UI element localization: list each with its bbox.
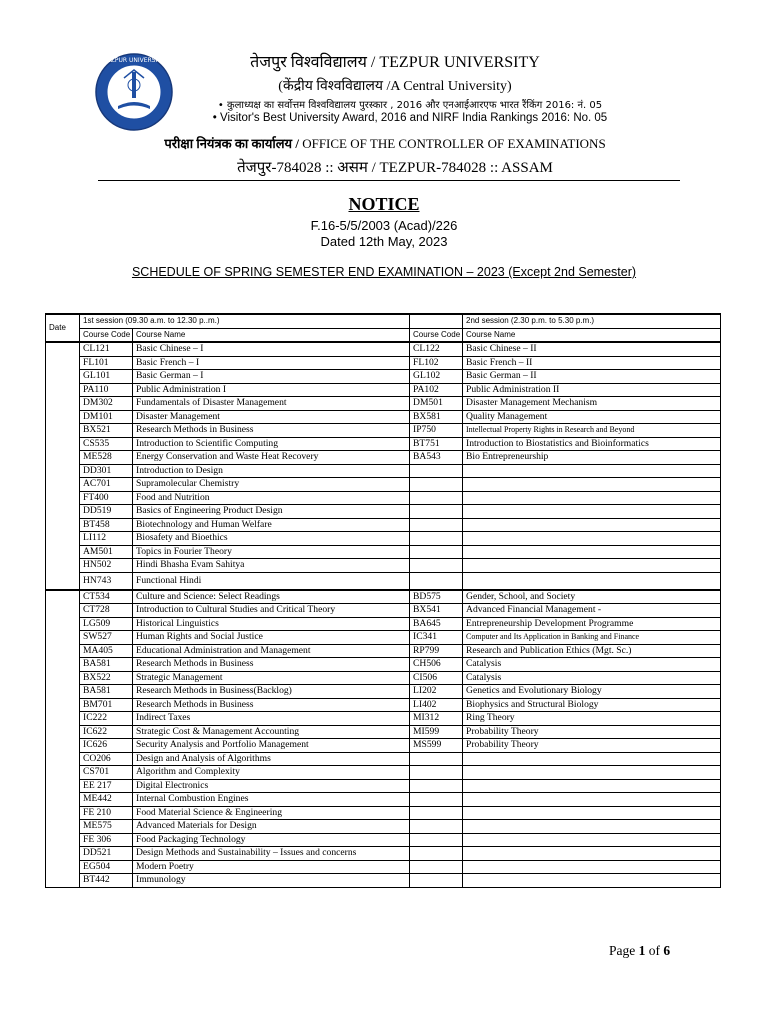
session2-course-code: BA645 — [410, 617, 463, 631]
table-row — [46, 424, 721, 438]
session1-course-name: Design and Analysis of Algorithms — [133, 752, 410, 766]
reference-number: F.16-5/5/2003 (Acad)/226 — [310, 218, 458, 233]
session1-course-code: ME528 — [80, 451, 133, 465]
table-row — [46, 370, 721, 384]
table-row — [46, 518, 721, 532]
session2-course-name: Bio Entrepreneurship — [463, 451, 721, 465]
session2-course-name: Public Administration II — [463, 383, 721, 397]
session1-course-code: CL121 — [80, 342, 133, 356]
session2-course-code — [410, 545, 463, 559]
session2-course-name — [463, 779, 721, 793]
session2-course-code — [410, 860, 463, 874]
session2-course-code — [410, 820, 463, 834]
session2-course-code — [410, 505, 463, 519]
session1-course-code: BA581 — [80, 685, 133, 699]
svg-text:TEZPUR UNIVERSITY: TEZPUR UNIVERSITY — [103, 57, 165, 64]
session2-course-name: Biophysics and Structural Biology — [463, 698, 721, 712]
session2-course-code — [410, 874, 463, 888]
session1-course-code: AC701 — [80, 478, 133, 492]
office-hindi: परीक्षा नियंत्रक का कार्यालय / — [164, 136, 299, 151]
session2-course-name — [463, 491, 721, 505]
table-row — [46, 604, 721, 618]
table-row — [46, 464, 721, 478]
session2-course-name — [463, 478, 721, 492]
session1-course-name: Research Methods in Business(Backlog) — [133, 685, 410, 699]
session1-course-code: AM501 — [80, 545, 133, 559]
session1-course-name: Energy Conservation and Waste Heat Recovery — [133, 451, 410, 465]
session1-course-code: CO206 — [80, 752, 133, 766]
table-row — [46, 671, 721, 685]
university-name: तेजपुर विश्वविद्यालय / TEZPUR UNIVERSITY — [250, 54, 540, 71]
session2-course-code: DM501 — [410, 397, 463, 411]
session1-course-code: EG504 — [80, 860, 133, 874]
exam-date-cell — [46, 342, 80, 590]
session2-course-name — [463, 518, 721, 532]
session2-course-code: CI506 — [410, 671, 463, 685]
table-row — [46, 478, 721, 492]
notice-title: NOTICE — [348, 194, 420, 214]
session1-course-code: IC626 — [80, 739, 133, 753]
session2-course-code: LI402 — [410, 698, 463, 712]
session2-course-name — [463, 464, 721, 478]
table-row — [46, 833, 721, 847]
session1-course-code: DD521 — [80, 847, 133, 861]
session1-course-name: Modern Poetry — [133, 860, 410, 874]
session2-course-name — [463, 793, 721, 807]
table-row — [46, 725, 721, 739]
session2-course-name: Basic Chinese – II — [463, 342, 721, 356]
session1-course-name: Disaster Management — [133, 410, 410, 424]
session2-course-code — [410, 464, 463, 478]
office-line — [140, 134, 630, 152]
session1-course-code: IC622 — [80, 725, 133, 739]
session2-course-code: PA102 — [410, 383, 463, 397]
session1-course-name: Strategic Management — [133, 671, 410, 685]
table-row — [46, 437, 721, 451]
table-row — [46, 847, 721, 861]
session1-course-name: Functional Hindi — [133, 572, 410, 590]
table-row — [46, 505, 721, 519]
session2-course-code: MI599 — [410, 725, 463, 739]
session1-course-name: Indirect Taxes — [133, 712, 410, 726]
session2-course-name — [463, 572, 721, 590]
session2-course-name: Intellectual Property Rights in Research and Beyond — [463, 424, 721, 438]
table-row — [46, 590, 721, 604]
session1-course-code: DD301 — [80, 464, 133, 478]
session1-course-name: Strategic Cost & Management Accounting — [133, 725, 410, 739]
session2-course-name — [463, 505, 721, 519]
session2-course-code — [410, 491, 463, 505]
session1-course-code: BM701 — [80, 698, 133, 712]
table-row — [46, 572, 721, 590]
table-row — [46, 658, 721, 672]
session1-course-code: LI112 — [80, 532, 133, 546]
session2-course-code — [410, 779, 463, 793]
session1-course-name: Human Rights and Social Justice — [133, 631, 410, 645]
course-name-header: Course Name — [133, 328, 410, 342]
session-1-header: 1st session (09.30 a.m. to 12.30 p..m.) — [80, 314, 410, 328]
session1-course-code: FT400 — [80, 491, 133, 505]
session2-course-name: Quality Management — [463, 410, 721, 424]
session2-course-code — [410, 766, 463, 780]
session2-course-name — [463, 532, 721, 546]
course-code-header: Course Code — [410, 328, 463, 342]
session1-course-code: CS701 — [80, 766, 133, 780]
page-number: Page 1 of 6 — [609, 943, 671, 958]
session2-course-name — [463, 559, 721, 573]
table-row — [46, 806, 721, 820]
session2-course-code: IP750 — [410, 424, 463, 438]
session2-course-name: Catalysis — [463, 658, 721, 672]
session2-course-name: Genetics and Evolutionary Biology — [463, 685, 721, 699]
session1-course-name: Research Methods in Business — [133, 424, 410, 438]
session2-course-code — [410, 532, 463, 546]
session1-course-code: CT534 — [80, 590, 133, 604]
session2-course-name: Advanced Financial Management - — [463, 604, 721, 618]
session1-course-name: Design Methods and Sustainability – Issues and concerns — [133, 847, 410, 861]
table-row — [46, 559, 721, 573]
session2-course-name — [463, 766, 721, 780]
session1-course-code: BT442 — [80, 874, 133, 888]
session-2-header-spacer — [410, 314, 463, 328]
session2-course-name: Ring Theory — [463, 712, 721, 726]
award-line-hindi: • कुलाध्यक्ष का सर्वोत्तम विश्वविद्यालय पुरस्कार , 2016 और एनआईआरएफ भारत रैंकिंग 2016: नं. 05 — [217, 100, 603, 111]
session1-course-name: Research Methods in Business — [133, 658, 410, 672]
session1-course-code: CS535 — [80, 437, 133, 451]
session2-course-code — [410, 572, 463, 590]
session1-course-name: Culture and Science: Select Readings — [133, 590, 410, 604]
table-row — [46, 383, 721, 397]
session2-course-code: MI312 — [410, 712, 463, 726]
session2-course-code: BX581 — [410, 410, 463, 424]
session2-course-code — [410, 806, 463, 820]
session2-course-name: Basic German – II — [463, 370, 721, 384]
table-row — [46, 698, 721, 712]
session1-course-name: Security Analysis and Portfolio Management — [133, 739, 410, 753]
session1-course-name: Research Methods in Business — [133, 698, 410, 712]
session2-course-code: BD575 — [410, 590, 463, 604]
table-row — [46, 491, 721, 505]
session1-course-name: Supramolecular Chemistry — [133, 478, 410, 492]
session2-course-name — [463, 874, 721, 888]
column-header-row — [46, 328, 721, 342]
session1-course-name: Historical Linguistics — [133, 617, 410, 631]
session1-course-name: Introduction to Design — [133, 464, 410, 478]
table-row — [46, 545, 721, 559]
session2-course-name: Entrepreneurship Development Programme — [463, 617, 721, 631]
session2-course-code: IC341 — [410, 631, 463, 645]
session1-course-code: ME575 — [80, 820, 133, 834]
session2-course-code: BT751 — [410, 437, 463, 451]
session2-course-name — [463, 752, 721, 766]
course-code-header: Course Code — [80, 328, 133, 342]
session2-course-name — [463, 860, 721, 874]
session2-course-code: RP799 — [410, 644, 463, 658]
central-university-line: (केंद्रीय विश्वविद्यालय /A Central University) — [278, 79, 512, 94]
session1-course-code: FE 210 — [80, 806, 133, 820]
schedule-title: SCHEDULE OF SPRING SEMESTER END EXAMINATION – 2023 (Except 2nd Semester) — [131, 265, 637, 279]
session1-course-name: Biotechnology and Human Welfare — [133, 518, 410, 532]
session-2-header: 2nd session (2.30 p.m. to 5.30 p.m.) — [463, 314, 721, 328]
exam-schedule-table — [45, 313, 721, 888]
session1-course-code: BA581 — [80, 658, 133, 672]
session2-course-code: BA543 — [410, 451, 463, 465]
session2-course-name — [463, 847, 721, 861]
session1-course-code: HN502 — [80, 559, 133, 573]
session1-course-name: Food Packaging Technology — [133, 833, 410, 847]
table-row — [46, 410, 721, 424]
exam-date-cell — [46, 590, 80, 888]
session1-course-name: Advanced Materials for Design — [133, 820, 410, 834]
session2-course-code: BX541 — [410, 604, 463, 618]
session2-course-name — [463, 820, 721, 834]
session2-course-name: Probability Theory — [463, 739, 721, 753]
table-row — [46, 766, 721, 780]
session1-course-code: ME442 — [80, 793, 133, 807]
session1-course-code: FL101 — [80, 356, 133, 370]
session1-course-name: Topics in Fourier Theory — [133, 545, 410, 559]
session1-course-code: GL101 — [80, 370, 133, 384]
table-row — [46, 712, 721, 726]
session2-course-code: CH506 — [410, 658, 463, 672]
session1-course-name: Algorithm and Complexity — [133, 766, 410, 780]
session1-course-code: LG509 — [80, 617, 133, 631]
session2-course-code — [410, 833, 463, 847]
session2-course-name — [463, 833, 721, 847]
session1-course-code: EE 217 — [80, 779, 133, 793]
session1-course-code: BX522 — [80, 671, 133, 685]
session2-course-name: Disaster Management Mechanism — [463, 397, 721, 411]
session2-course-code: GL102 — [410, 370, 463, 384]
session2-course-name: Research and Publication Ethics (Mgt. Sc.) — [463, 644, 721, 658]
session2-course-code: LI202 — [410, 685, 463, 699]
university-seal-icon — [94, 52, 174, 132]
date-header: Date — [46, 314, 80, 342]
table-row — [46, 397, 721, 411]
table-row — [46, 793, 721, 807]
session1-course-name: Public Administration I — [133, 383, 410, 397]
session1-course-name: Educational Administration and Management — [133, 644, 410, 658]
session1-course-code: BT458 — [80, 518, 133, 532]
office-english: OFFICE OF THE CONTROLLER OF EXAMINATIONS — [302, 136, 606, 151]
session2-course-name: Computer and Its Application in Banking and Finance — [463, 631, 721, 645]
session1-course-code: HN743 — [80, 572, 133, 590]
session1-course-name: Food and Nutrition — [133, 491, 410, 505]
table-row — [46, 631, 721, 645]
session1-course-name: Basic Chinese – I — [133, 342, 410, 356]
session2-course-code: FL102 — [410, 356, 463, 370]
table-row — [46, 685, 721, 699]
session2-course-name: Probability Theory — [463, 725, 721, 739]
session2-course-name: Basic French – II — [463, 356, 721, 370]
session2-course-code — [410, 847, 463, 861]
session1-course-name: Biosafety and Bioethics — [133, 532, 410, 546]
table-row — [46, 532, 721, 546]
session1-course-name: Basic French – I — [133, 356, 410, 370]
table-row — [46, 451, 721, 465]
session1-course-name: Hindi Bhasha Evam Sahitya — [133, 559, 410, 573]
session2-course-name: Introduction to Biostatistics and Bioinformatics — [463, 437, 721, 451]
session1-course-name: Fundamentals of Disaster Management — [133, 397, 410, 411]
table-row — [46, 874, 721, 888]
session2-course-code: MS599 — [410, 739, 463, 753]
table-row — [46, 644, 721, 658]
session1-course-code: DD519 — [80, 505, 133, 519]
header-divider — [98, 180, 680, 181]
award-line-english: • Visitor's Best University Award, 2016 and NIRF India Rankings 2016: No. 05 — [212, 112, 608, 124]
session1-course-code: IC222 — [80, 712, 133, 726]
table-row — [46, 617, 721, 631]
session1-course-code: CT728 — [80, 604, 133, 618]
address-line: तेजपुर-784028 :: असम / TEZPUR-784028 :: ASSAM — [237, 160, 553, 176]
session1-course-code: SW527 — [80, 631, 133, 645]
session2-course-code — [410, 793, 463, 807]
session1-course-code: BX521 — [80, 424, 133, 438]
session1-course-name: Immunology — [133, 874, 410, 888]
session1-course-name: Basic German – I — [133, 370, 410, 384]
session2-course-code — [410, 752, 463, 766]
table-row — [46, 342, 721, 356]
session2-course-name — [463, 806, 721, 820]
session2-course-name: Gender, School, and Society — [463, 590, 721, 604]
session1-course-code: DM302 — [80, 397, 133, 411]
session2-course-name: Catalysis — [463, 671, 721, 685]
session1-course-name: Basics of Engineering Product Design — [133, 505, 410, 519]
table-row — [46, 356, 721, 370]
session1-course-code: MA405 — [80, 644, 133, 658]
table-row — [46, 752, 721, 766]
session2-course-code — [410, 478, 463, 492]
session1-course-name: Digital Electronics — [133, 779, 410, 793]
session1-course-name: Internal Combustion Engines — [133, 793, 410, 807]
session1-course-name: Food Material Science & Engineering — [133, 806, 410, 820]
session1-course-name: Introduction to Cultural Studies and Critical Theory — [133, 604, 410, 618]
session-header-row — [46, 314, 721, 328]
table-row — [46, 779, 721, 793]
notice-date: Dated 12th May, 2023 — [320, 234, 448, 249]
table-row — [46, 860, 721, 874]
table-row — [46, 820, 721, 834]
table-row — [46, 739, 721, 753]
session2-course-code — [410, 518, 463, 532]
session2-course-code — [410, 559, 463, 573]
session2-course-name — [463, 545, 721, 559]
session1-course-code: PA110 — [80, 383, 133, 397]
session2-course-code: CL122 — [410, 342, 463, 356]
session1-course-name: Introduction to Scientific Computing — [133, 437, 410, 451]
session1-course-code: DM101 — [80, 410, 133, 424]
session1-course-code: FE 306 — [80, 833, 133, 847]
course-name-header: Course Name — [463, 328, 721, 342]
